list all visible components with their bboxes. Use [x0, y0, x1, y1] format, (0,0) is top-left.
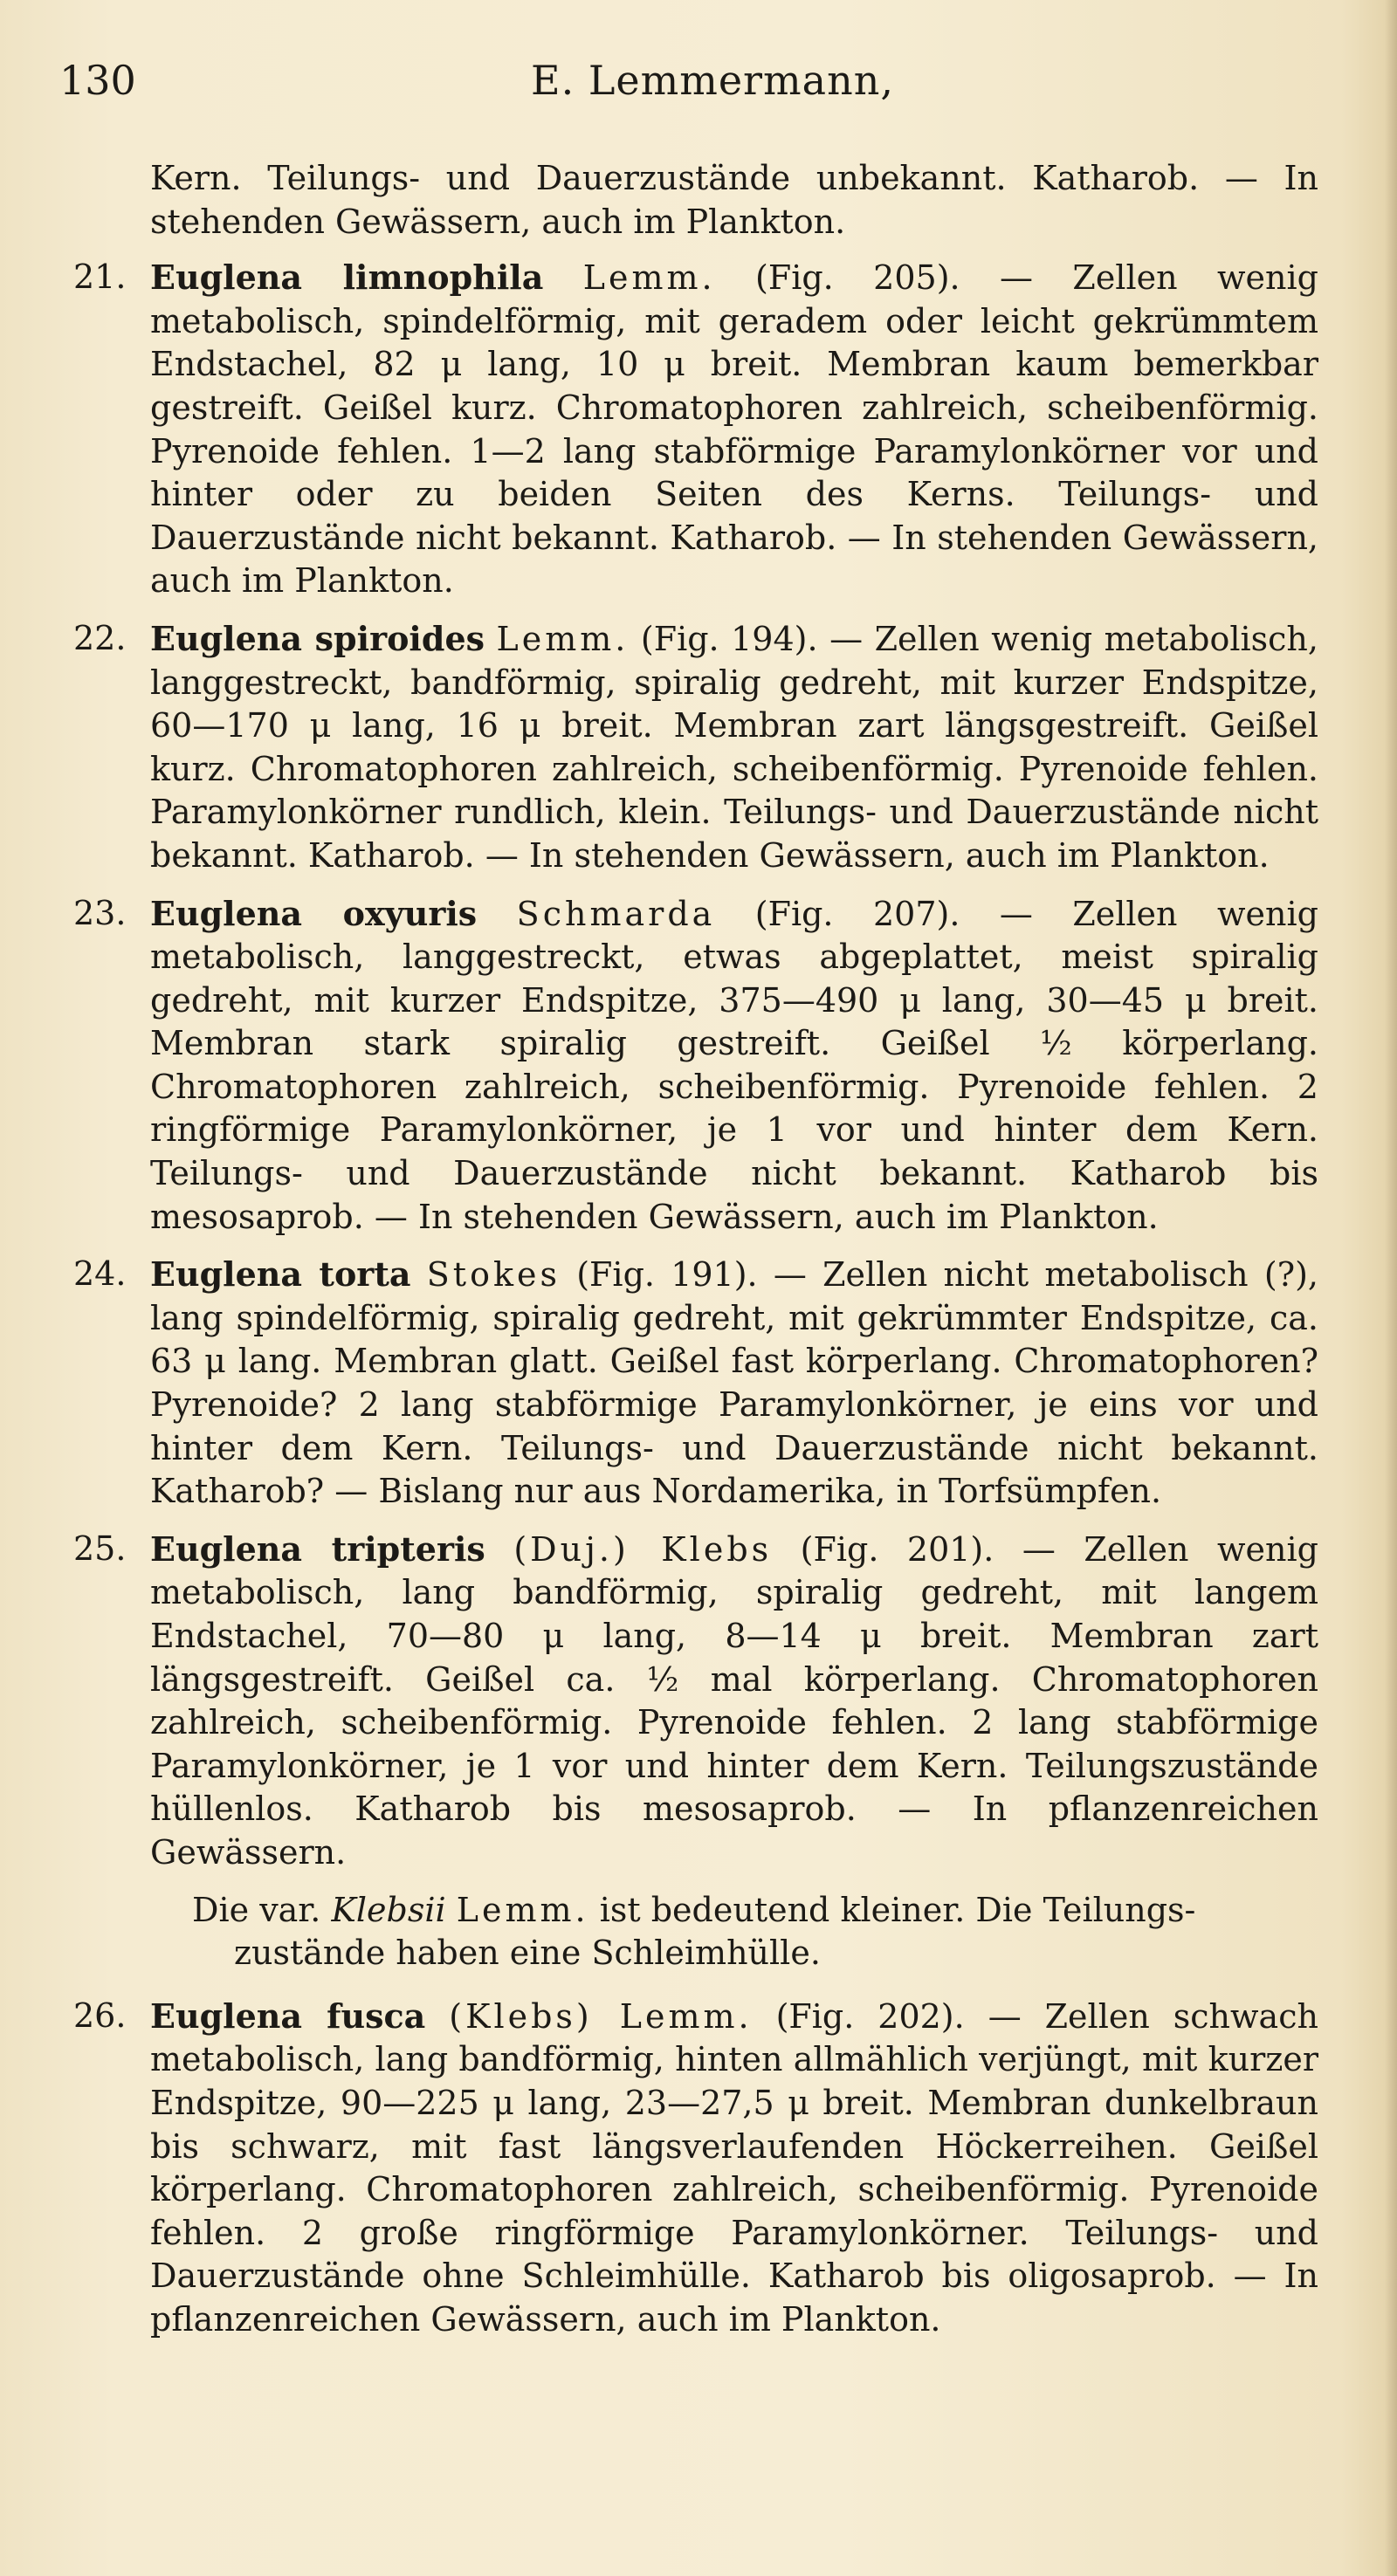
- running-head: E. Lemmermann,: [531, 57, 894, 104]
- variety-text-line2: zustände haben eine Schleimhülle.: [234, 1934, 821, 1973]
- species-entry: [73, 892, 1318, 1240]
- entry-number: 25.: [73, 1528, 127, 1568]
- page-header: [59, 54, 1317, 106]
- variety-author: Lemm.: [456, 1890, 589, 1929]
- intro-paragraph: Kern. Teilungs- und Dauerzustände unbekannt. Katharob. — In stehenden Gewässern, auch im Plankton.: [150, 159, 1318, 241]
- page-body: [73, 157, 1318, 2356]
- entry-description: — Zellen nicht metabolisch (?), lang spindelförmig, spiralig gedreht, mit gekrümmter Endspitze, ca. 63 μ lang. Membran glatt. Geißel fast körperlang. Chromatophoren? Pyrenoide? 2 lang stabförmige Paramylonkörner, je eins vor und hinter dem Kern. Teilungs- und Dauerzustände nicht bekannt. Katharob? — Bislang nur aus Nordamerika, in Torfsümpfen.: [150, 1255, 1318, 1511]
- variety-note: [192, 1889, 1318, 1975]
- species-entry: [73, 617, 1318, 878]
- figure-reference: (Fig. 191).: [576, 1255, 758, 1295]
- species-author: Lemm.: [582, 258, 716, 298]
- entry-number: 21.: [73, 258, 127, 297]
- species-name: Euglena spiroides: [150, 618, 485, 658]
- entry-description: — Zellen wenig metabolisch, langgestreckt, bandförmig, spiralig gedreht, mit kurzer Endspitze, 60—170 μ lang, 16 μ breit. Membran zart längsgestreift. Geißel kurz. Chromatophoren zahlreich, scheibenförmig. Pyrenoide fehlen. Paramylonkörner rundlich, klein. Teilungs- und Dauerzustände nicht bekannt. Katharob. — In stehenden Gewässern, auch im Plankton.: [150, 619, 1318, 875]
- species-author: (Duj.) Klebs: [513, 1529, 773, 1569]
- species-name: Euglena oxyuris: [150, 893, 478, 933]
- species-author: (Klebs) Lemm.: [449, 1996, 753, 2036]
- entry-number: 23.: [73, 893, 127, 932]
- species-author: Lemm.: [496, 619, 630, 658]
- figure-reference: (Fig. 205).: [755, 258, 960, 298]
- species-entry: [73, 1253, 1318, 1514]
- species-name: Euglena fusca: [150, 1996, 426, 2036]
- figure-reference: (Fig. 202).: [775, 1996, 965, 2036]
- entry-description: — Zellen wenig metabolisch, spindelförmig, mit geradem oder leicht gekrümmtem Endstachel, 82 μ lang, 10 μ breit. Membran kaum bemerkbar gestreift. Geißel kurz. Chromatophoren zahlreich, scheibenförmig. Pyrenoide fehlen. 1—2 lang stabförmige Paramylonkörner vor und hinter oder zu beiden Seiten des Kerns. Teilungs- und Dauerzustände nicht bekannt. Katharob. — In stehenden Gewässern, auch im Plankton.: [150, 258, 1318, 601]
- species-author: Schmarda: [516, 894, 716, 933]
- entry-number: 24.: [73, 1254, 127, 1294]
- figure-reference: (Fig. 207).: [754, 894, 960, 933]
- species-entry: [73, 1995, 1318, 2342]
- species-author: Stokes: [426, 1255, 561, 1295]
- entry-description: — Zellen wenig metabolisch, langgestreckt, etwas abgeplattet, meist spiralig gedreht, mit kurzer Endspitze, 375—490 μ lang, 30—45 μ breit. Membran stark spiralig gestreift. Geißel ½ körperlang. Chromatophoren zahlreich, scheibenförmig. Pyrenoide fehlen. 2 ringförmige Paramylonkörner, je 1 vor und hinter dem Kern. Teilungs- und Dauerzustände nicht bekannt. Katharob bis mesosaprob. — In stehenden Gewässern, auch im Plankton.: [150, 894, 1318, 1236]
- page-edge-shadow: [1385, 0, 1397, 2576]
- species-name: Euglena torta: [150, 1254, 411, 1295]
- variety-name: Klebsii: [331, 1890, 446, 1929]
- entry-number: 22.: [73, 618, 127, 657]
- entry-description: — Zellen schwach metabolisch, lang bandförmig, hinten allmählich verjüngt, mit kurzer Endspitze, 90—225 μ lang, 23—27,5 μ breit. Membran dunkelbraun bis schwarz, mit fast längsverlaufenden Höckerreihen. Geißel körperlang. Chromatophoren zahlreich, scheibenförmig. Pyrenoide fehlen. 2 große ringförmige Paramylonkörner. Teilungs- und Dauerzustände ohne Schleimhülle. Katharob bis oligosaprob. — In pflanzenreichen Gewässern, auch im Plankton.: [150, 1996, 1318, 2339]
- species-entry: [73, 1528, 1318, 1875]
- entry-description: — Zellen wenig metabolisch, lang bandförmig, spiralig gedreht, mit langem Endstachel, 70—80 μ lang, 8—14 μ breit. Membran zart längsgestreift. Geißel ca. ½ mal körperlang. Chromatophoren zahlreich, scheibenförmig. Pyrenoide fehlen. 2 lang stabförmige Paramylonkörner, je 1 vor und hinter dem Kern. Teilungszustände hüllenlos. Katharob bis mesosaprob. — In pflanzenreichen Gewässern.: [150, 1529, 1318, 1872]
- species-entry: [73, 256, 1318, 603]
- variety-text-line1: ist bedeutend kleiner. Die Teilungs-: [599, 1890, 1196, 1929]
- entry-number: 26.: [73, 1996, 127, 2035]
- variety-prefix: Die var.: [192, 1890, 321, 1929]
- species-name: Euglena limnophila: [150, 258, 544, 298]
- page-number: 130: [59, 57, 136, 104]
- species-name: Euglena tripteris: [150, 1528, 485, 1569]
- figure-reference: (Fig. 201).: [800, 1529, 994, 1569]
- figure-reference: (Fig. 194).: [640, 619, 818, 658]
